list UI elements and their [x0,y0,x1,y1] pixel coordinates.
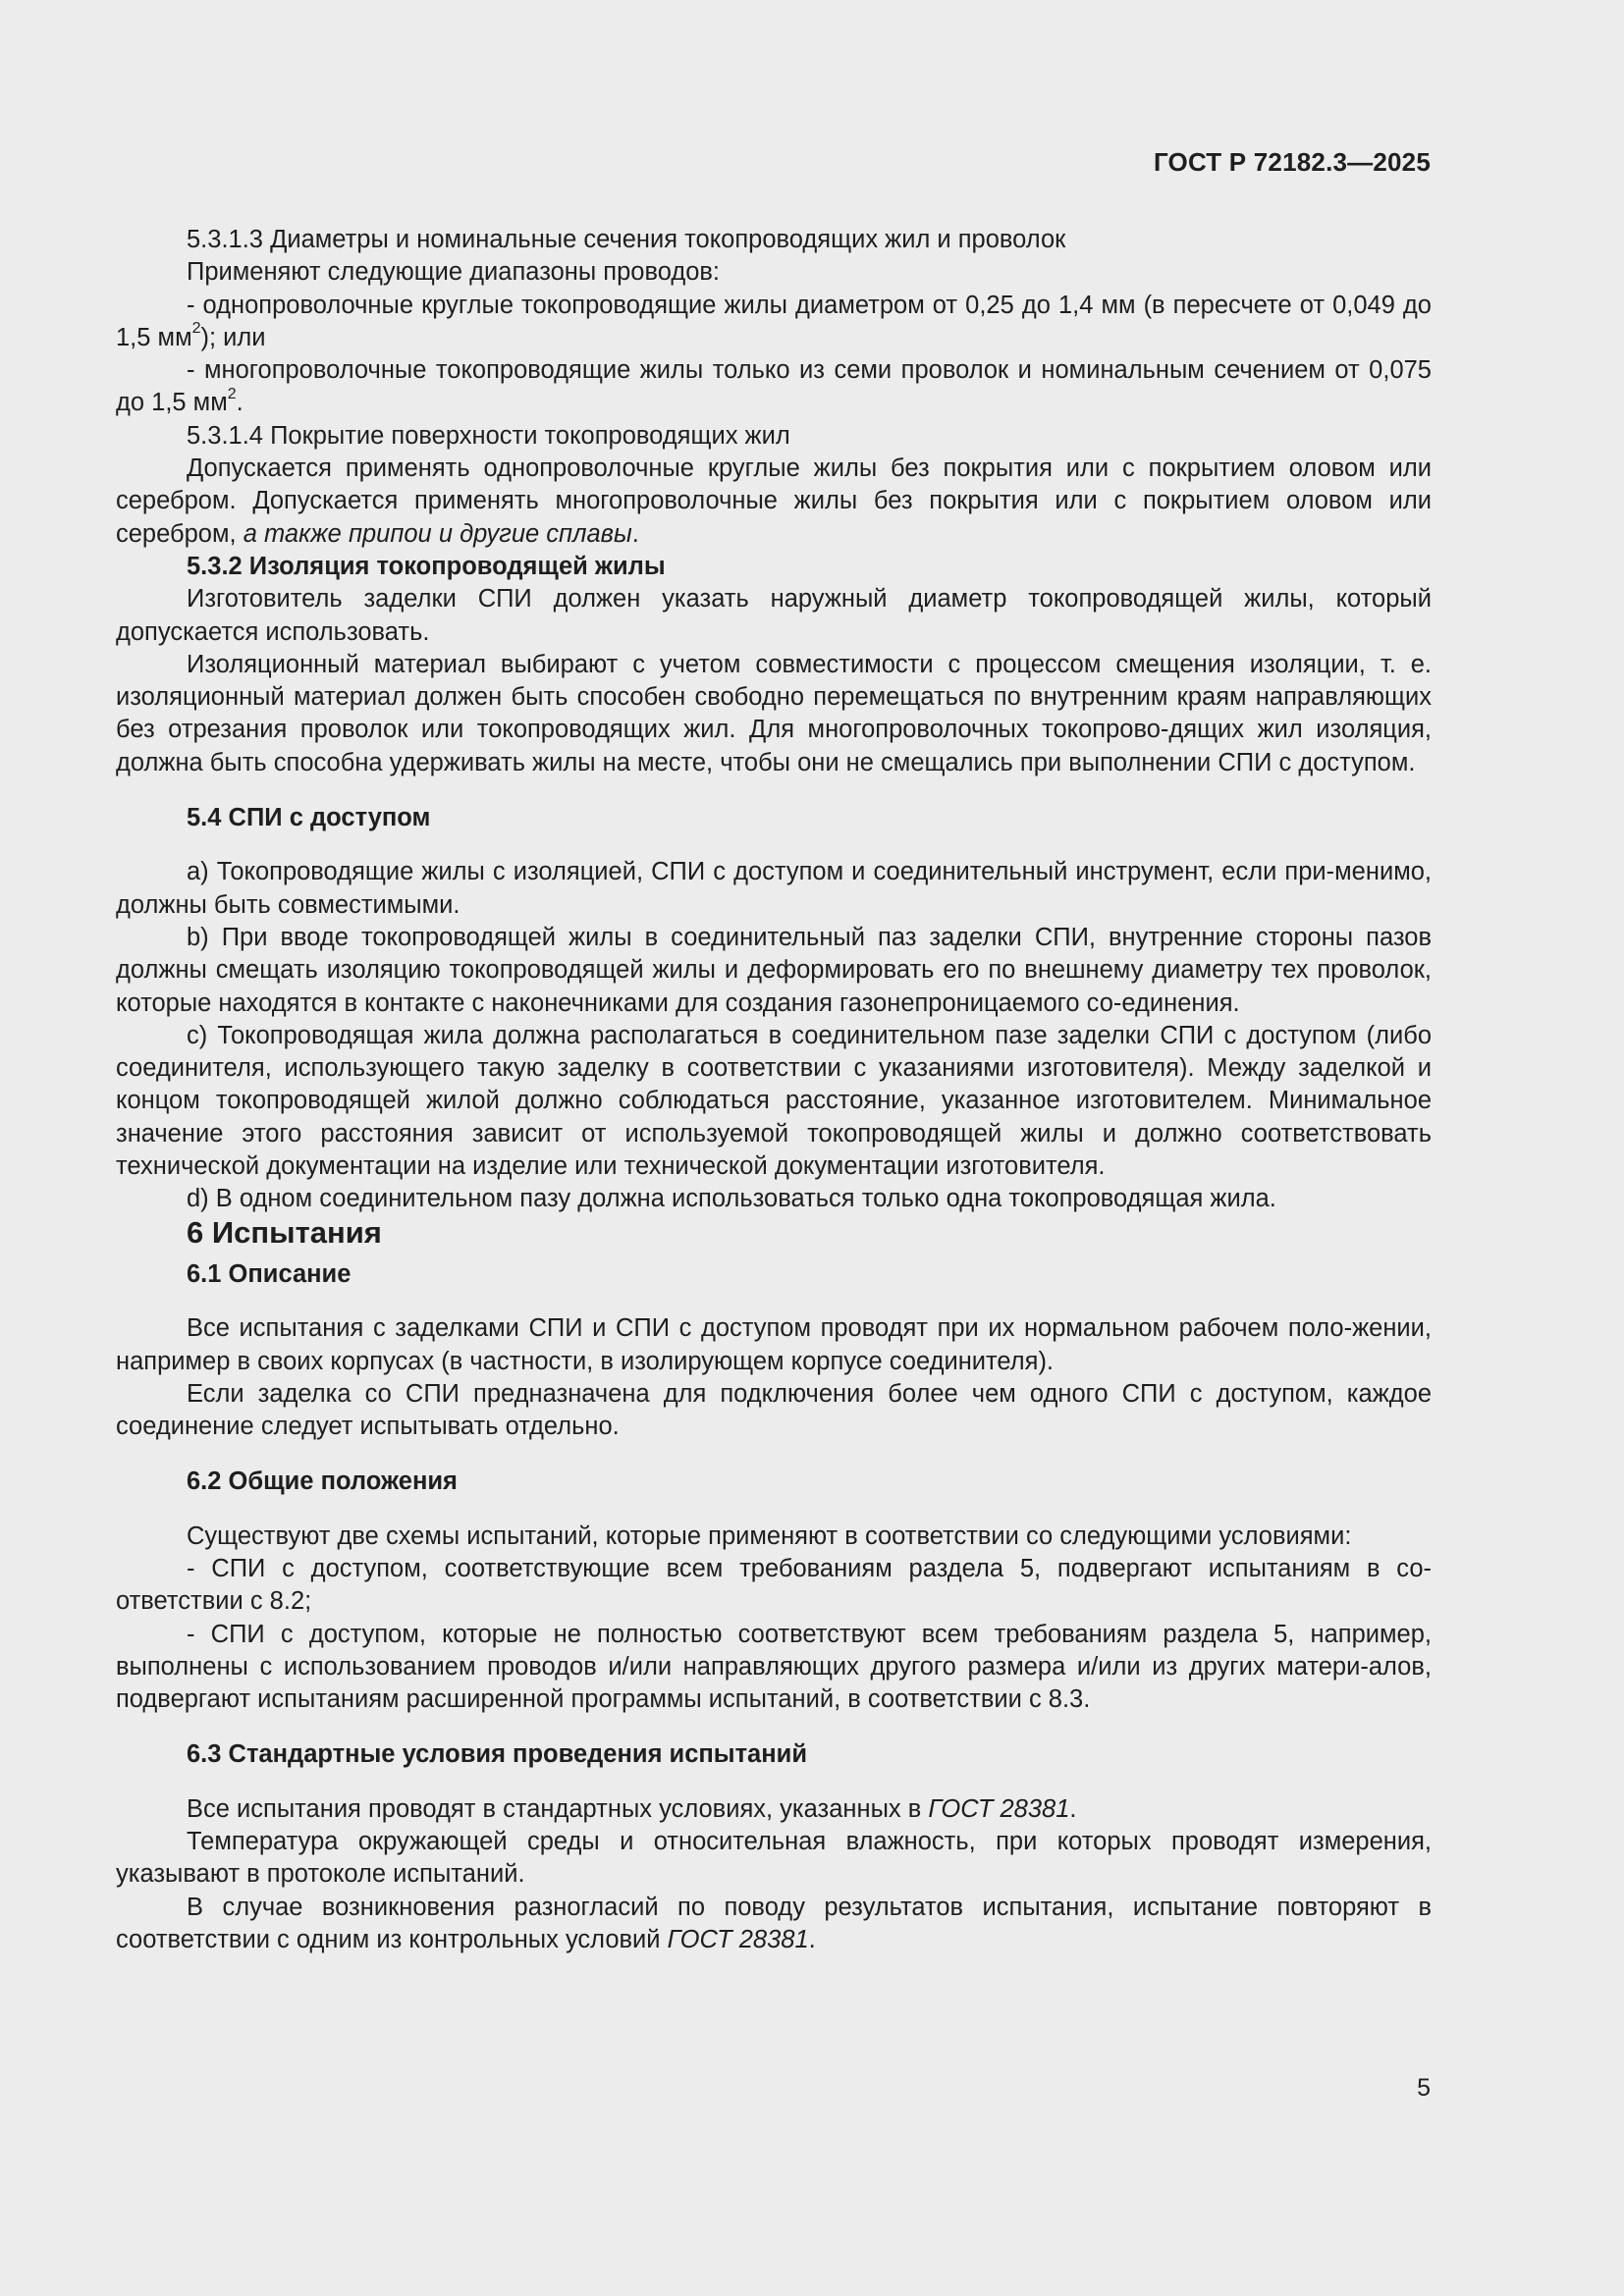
list-item: - многопроволочные токопроводящие жилы только из семи проволок и номинальным сечением от 0,075 до 1,5 $мм^2$. [116,356,1432,417]
list-item-c: с) Токопроводящая жила должна располагаться в соединительном пазе заделки СПИ с доступом (либо соединителя, использующего такую заделку в соответствии с указаниями изготовителя). Между заделкой и концом токопроводящей жилой должно соблюдаться расстояние, указанное изготовителем. Минимальное значение этого расстояния зависит от используемой токопроводящей жилы и должно соответствовать технической документации на изделие или технической документации изготовителя. [116,1021,1432,1181]
list-item: - однопроволочные круглые токопроводящие жилы диаметром от 0,25 до 1,4 мм (в пересчете от 0,049 до 1,5 $мм^2$); или [116,291,1432,351]
section-6-title: 6 Испытания [187,1214,382,1250]
paragraph: Существуют две схемы испытаний, которые применяют в соответствии со следующими условиями: [187,1522,1352,1550]
section-6-2-title: 6.2 Общие положения [187,1468,458,1496]
clause-5-3-1-3-title: 5.3.1.3 Диаметры и номинальные сечения токопроводящих жил и проволок [187,226,1066,253]
document-header: ГОСТ Р 72182.3—2025 [1153,147,1431,177]
paragraph: Все испытания с заделками СПИ и СПИ с доступом проводят при их нормальном рабочем поло-жении, например в своих корпусах (в частности, в изолирующем корпусе соединителя). [116,1314,1432,1375]
paragraph: Изготовитель заделки СПИ должен указать наружный диаметр токопроводящей жилы, который допускается использовать. [116,585,1432,646]
paragraph: Если заделка со СПИ предназначена для подключения более чем одного СПИ с доступом, каждое соединение следует испытывать отдельно. [116,1379,1432,1441]
document-body [116,224,1432,1956]
paragraph: Применяют следующие диапазоны проводов: [187,258,721,287]
list-item: - СПИ с доступом, соответствующие всем требованиям раздела 5, подвергают испытаниям в со-ответствии с 8.2; [116,1554,1432,1616]
page-number: 5 [1417,2074,1431,2102]
list-item-b: b) При вводе токопроводящей жилы в соединительный паз заделки СПИ, внутренние стороны пазов должны смещать изоляцию токопроводящей жилы и деформировать его по внешнему диаметру тех проволок, которые находятся в контакте с наконечниками для создания газонепроницаемого со-единения. [116,923,1432,1017]
list-item-d: d) В одном соединительном пазу должна использоваться только одна токопроводящая жила. [187,1185,1276,1213]
section-5-4-title: 5.4 СПИ с доступом [187,804,431,832]
clause-5-3-1-4-title: 5.3.1.4 Покрытие поверхности токопроводящих жил [187,421,790,450]
paragraph: Допускается применять однопроволочные круглые жилы без покрытия или с покрытием оловом или серебром. Допускается применять многопроволочные жилы без покрытия или с покрытием оловом или серебром, а также припои и другие сплавы. [116,454,1432,548]
section-6-1-title: 6.1 Описание [187,1259,352,1288]
section-6-3-title: 6.3 Стандартные условия проведения испытаний [187,1740,807,1769]
paragraph: В случае возникновения разногласий по поводу результатов испытания, испытание повторяют в соответствии с одним из контрольных условий ГОСТ 28381. [116,1893,1432,1953]
paragraph: Температура окружающей среды и относительная влажность, при которых проводят измерения, указывают в протоколе испытаний. [116,1828,1432,1889]
paragraph: Все испытания проводят в стандартных условиях, указанных в ГОСТ 28381. [187,1794,1077,1823]
list-item-a: а) Токопроводящие жилы с изоляцией, СПИ с доступом и соединительный инструмент, если при-менимо, должны быть совместимыми. [116,858,1432,919]
list-item: - СПИ с доступом, которые не полностью соответствуют всем требованиям раздела 5, например, выполнены с использованием проводов и/или направляющих другого размера и/или из других матери-алов, подвергают испытаниям расширенной программы испытаний, в соответствии с 8.3. [116,1620,1432,1714]
paragraph: Изоляционный материал выбирают с учетом совместимости с процессом смещения изоляции, т. е. изоляционный материал должен быть способен свободно перемещаться по внутренним краям направляющих без отрезания проволок или токопроводящих жил. Для многопроволочных токопрово-дящих жил изоляция, должна быть способна удерживать жилы на месте, чтобы они не смещались при выполнении СПИ с доступом. [116,650,1432,776]
clause-5-3-2-title: 5.3.2 Изоляция токопроводящей жилы [187,552,666,580]
